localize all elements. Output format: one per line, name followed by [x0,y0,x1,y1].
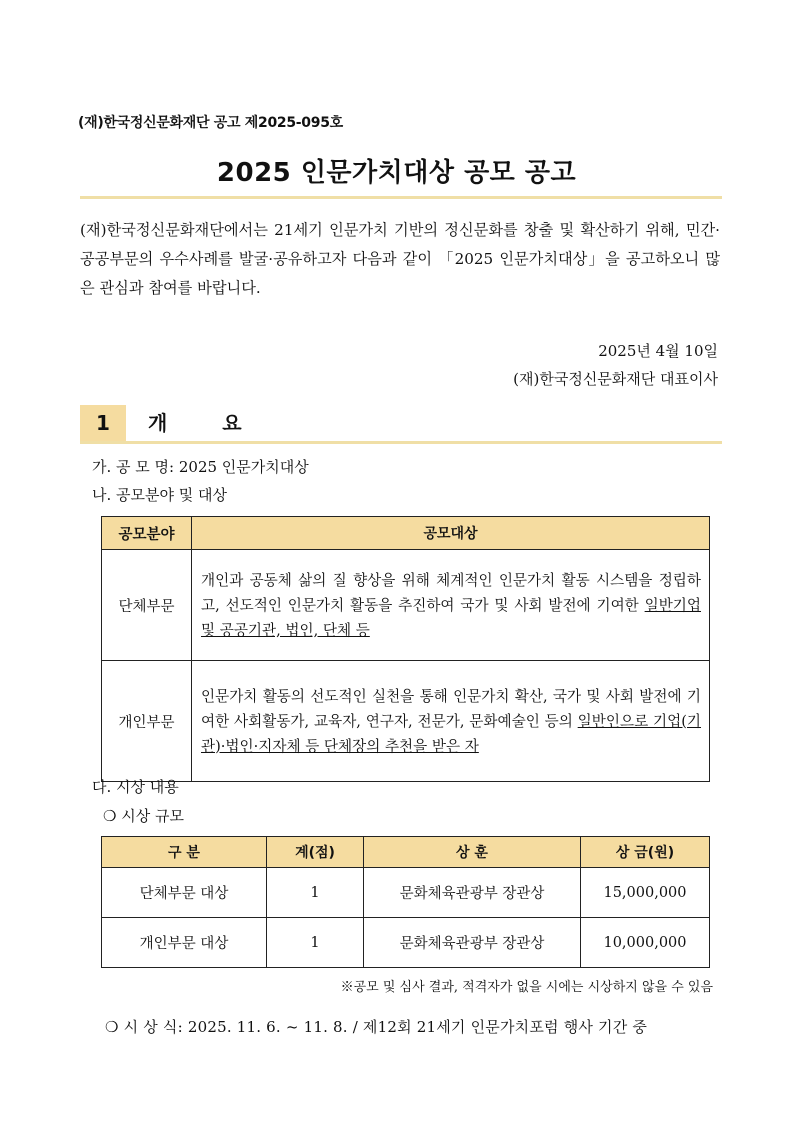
field-description [192,661,710,782]
section-heading [80,405,722,444]
ceremony-info: ❍ 시 상 식: 2025. 11. 6. ~ 11. 8. / 제12회 21세기 인문가치포럼 행사 기간 중 [105,1018,648,1036]
field-description-text: 인문가치 활동의 선도적인 실천을 통해 인문가치 확산, 국가 및 사회 발전에 기여한 사회활동가, 교육자, 연구자, 전문가, 문화예술인 등의 [201,687,701,730]
table-header: 계(점) [267,837,364,868]
item-award-content: 다. 시상 내용 [92,778,179,796]
award-count: 1 [267,868,364,918]
award-division: 개인부문 대상 [102,918,267,968]
table-row [102,918,710,968]
award-prize: 15,000,000 [581,868,710,918]
award-title: 문화체육관광부 장관상 [364,918,581,968]
item-contest-name: 가. 공 모 명: 2025 인문가치대상 [92,458,309,476]
award-division: 단체부문 대상 [102,868,267,918]
table-row [102,550,710,661]
item-award-scale: ❍ 시상 규모 [103,807,184,825]
field-category: 단체부문 [102,550,192,661]
award-footnote: ※공모 및 심사 결과, 적격자가 없을 시에는 시상하지 않을 수 있음 [340,980,713,995]
table-header: 공모대상 [192,517,710,550]
field-table [101,516,710,782]
notice-date: 2025년 4월 10일 [598,342,718,360]
field-description-text: 개인과 공동체 삶의 질 향상을 위해 체계적인 인문가치 활동 시스템을 정립하고, 선도적인 인문가치 활동을 추진하여 국가 및 사회 발전에 기여한 [201,571,701,614]
table-row [102,661,710,782]
award-table [101,836,710,968]
field-eligibility: 일반인으로 기업(기관)·법인·지자체 등 단체장의 추천을 받은 자 [201,712,701,755]
field-category: 개인부문 [102,661,192,782]
notice-signer: (재)한국정신문화재단 대표이사 [513,370,718,388]
section-title: 개 요 [148,411,266,435]
table-header: 상 훈 [364,837,581,868]
table-header: 구 분 [102,837,267,868]
field-eligibility: 일반기업 및 공공기관, 법인, 단체 등 [201,596,701,639]
award-title: 문화체육관광부 장관상 [364,868,581,918]
field-description [192,550,710,661]
table-row [102,868,710,918]
award-prize: 10,000,000 [581,918,710,968]
title-divider [80,196,722,199]
intro-paragraph: (재)한국정신문화재단에서는 21세기 인문가치 기반의 정신문화를 창출 및 확산하기 위해, 민간·공공부문의 우수사례를 발굴·공유하고자 다음과 같이 「2025 인문가치대상」을 공고하오니 많은 관심과 참여를 바랍니다. [80,221,720,297]
page-title: 2025 인문가치대상 공모 공고 [216,158,577,188]
table-header: 공모분야 [102,517,192,550]
section-number: 1 [80,405,126,441]
award-count: 1 [267,918,364,968]
item-contest-fields: 나. 공모분야 및 대상 [92,486,227,504]
notice-number: (재)한국정신문화재단 공고 제2025-095호 [78,115,343,131]
table-header: 상 금(원) [581,837,710,868]
